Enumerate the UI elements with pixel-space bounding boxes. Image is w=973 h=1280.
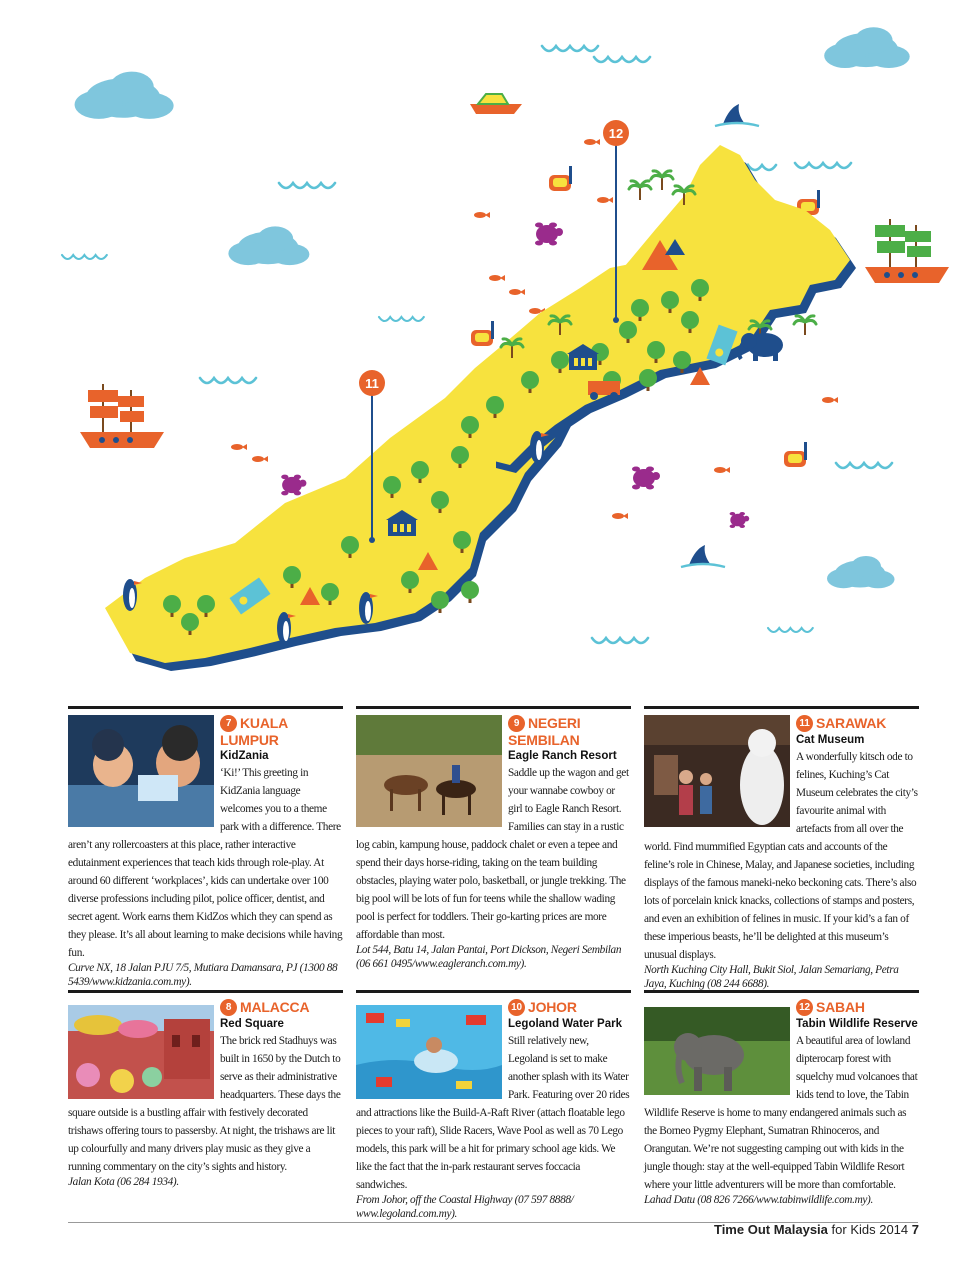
tabin-elephant-photo (644, 999, 790, 1095)
card-contact-info: From Johor, off the Coastal Highway (07 597 8888/ www.legoland.com.my). (356, 1194, 574, 1221)
turtle-icon (535, 223, 563, 246)
speedboat-icon (470, 94, 522, 114)
card-kuala-lumpur (68, 706, 343, 990)
card-contact-info: North Kuching City Hall, Bukit Siol, Jalan Semariang, Petra Jaya, Kuching (08 244 6688). (644, 964, 899, 991)
number-badge: 7 (220, 715, 237, 732)
region-title: SARAWAK (816, 715, 887, 731)
number-badge: 12 (796, 999, 813, 1016)
cloud-icon (75, 72, 174, 119)
publication-name: Time Out Malaysia (713, 1222, 828, 1237)
kidzania-photo (68, 715, 214, 827)
card-heading (508, 999, 631, 1031)
card-contact-info: Curve NX, 18 Jalan PJU 7/5, Mutiara Damansara, PJ (1300 88 5439/www.kidzania.com.my). (68, 962, 338, 989)
venue-name: KidZania (220, 750, 269, 762)
card-sarawak (644, 706, 919, 992)
card-heading (508, 715, 631, 763)
card-body: A beautiful area of lowland dipterocarp forest with squelchy mud volcanoes that kids tend to love, the Tabin Wildlife Reserve is home to many endangered animals such as the Borneo Pygmy Elephant, Sumatran Rhinoceros, and Orangutan. We’re not suggesting camping out with kids in the jungle though: stay at the well-equipped Tabin Wildlife Resort where your little adventurers will be more than comfortable. (644, 1035, 918, 1191)
card-contact-info: Lahad Datu (08 826 7266/www.tabinwildlife.com.my). (644, 1194, 873, 1206)
elephant-icon (739, 333, 783, 361)
shark-fin-icon (715, 104, 759, 126)
ship-icon (80, 384, 164, 448)
venue-name: Red Square (220, 1018, 284, 1030)
cloud-icon (827, 556, 895, 588)
card-malacca (68, 990, 343, 1189)
publication-edition: for Kids 2014 (831, 1222, 909, 1237)
region-title: SABAH (816, 999, 865, 1015)
venue-name: Tabin Wildlife Reserve (796, 1018, 918, 1030)
snorkel-mask-icon (784, 442, 807, 467)
card-heading (220, 715, 343, 763)
venue-name: Cat Museum (796, 734, 865, 746)
page-number: 7 (911, 1222, 919, 1237)
card-negeri-sembilan (356, 706, 631, 972)
page-footer (714, 1222, 919, 1237)
turtle-icon (730, 512, 750, 528)
venue-name: Eagle Ranch Resort (508, 750, 617, 762)
shark-fin-icon (681, 545, 725, 567)
number-badge: 10 (508, 999, 525, 1016)
card-body: Still relatively new, Legoland is set to make another splash with its Water Park. Featuring over 20 rides and attractions like the Build-A-Raft River (attach floatable lego pieces to your raft), Slide Racers, Wave Pool as well as 70 Lego models, this park will be a hit for primary school age kids. We like the fact that the in-park restaurant serves foccacia sandwiches. (356, 1035, 630, 1191)
venue-name: Legoland Water Park (508, 1018, 622, 1030)
region-title: NEGERI SEMBILAN (508, 715, 581, 748)
turtle-icon (281, 475, 306, 496)
card-contact-info: Jalan Kota (06 284 1934). (68, 1176, 179, 1188)
legoland-photo (356, 999, 502, 1099)
ship-icon (865, 219, 949, 283)
cat-museum-photo (644, 715, 790, 827)
card-heading (796, 999, 919, 1031)
region-title: KUALA LUMPUR (220, 715, 288, 748)
marker-label: 12 (608, 126, 624, 141)
red-square-photo (68, 999, 214, 1099)
card-body: The brick red Stadhuys was built in 1650 by the Dutch to serve as their administrative headquarters. These days the square outside is a bustling affair with festively decorated trishaws offering tours to passersby. At night, the trishaws are lit up colourfully and many drivers play music as they give a running commentary on the city’s sights and history. (68, 1035, 341, 1173)
region-title: JOHOR (528, 999, 577, 1015)
number-badge: 8 (220, 999, 237, 1016)
card-contact-info: Lot 544, Batu 14, Jalan Pantai, Port Dickson, Negeri Sembilan (06 661 0495/www.eagleranch.com.my). (356, 944, 622, 971)
card-sabah (644, 990, 919, 1207)
number-badge: 11 (796, 715, 813, 732)
card-johor (356, 990, 631, 1222)
cloud-icon (228, 226, 309, 265)
snorkel-mask-icon (471, 321, 494, 346)
region-title: MALACCA (240, 999, 310, 1015)
eagle-ranch-photo (356, 715, 502, 827)
marker-label: 11 (365, 376, 379, 391)
card-body: A wonderfully kitsch ode to felines, Kuching’s Cat Museum celebrates the city’s favourite animal with artefacts from all over the world. Find mummified Egyptian cats and accounts of the feline’s role in Chinese, Malay, and Japanese societies, including displays of the famous maneki-neko beckoning cats. There’s also lots of porcelain knick knacks, collections of stamps and posters, and even an exhibition of felines in music. If your kid’s a fan of these imperious beasts, he’ll be delighted at this museum’s unusual displays. (644, 751, 918, 961)
card-heading (220, 999, 343, 1031)
snorkel-mask-icon (549, 166, 572, 191)
number-badge: 9 (508, 715, 525, 732)
card-body: ‘Ki!’ This greeting in KidZania language welcomes you to a theme park with a difference. There aren’t any rollercoasters at this place, rather interactive edutainment experiences that teach kids through role-play. At around 60 different ‘workplaces’, kids can undertake over 100 diverse professions including pilot, police officer, dentist, and secret agent. Work earns them KidZos which they can spend as they please. It’s all about learning to make decisions while having fun. (68, 767, 343, 959)
card-heading (796, 715, 919, 747)
turtle-icon (632, 467, 660, 490)
card-body: Saddle up the wagon and get your wannabe cowboy or girl to Eagle Ranch Resort. Families can stay in a rustic log cabin, kampung house, paddock chalet or even a tepee and spend their days horse-riding, taking on the team building obstacles, playing water polo, basketball, or jungle trekking. The big pool will be lots of fun for teens while the shallow wading pool is perfect for toddlers. Their go-karting prices are more affordable than most. (356, 767, 629, 941)
cloud-icon (824, 27, 910, 68)
